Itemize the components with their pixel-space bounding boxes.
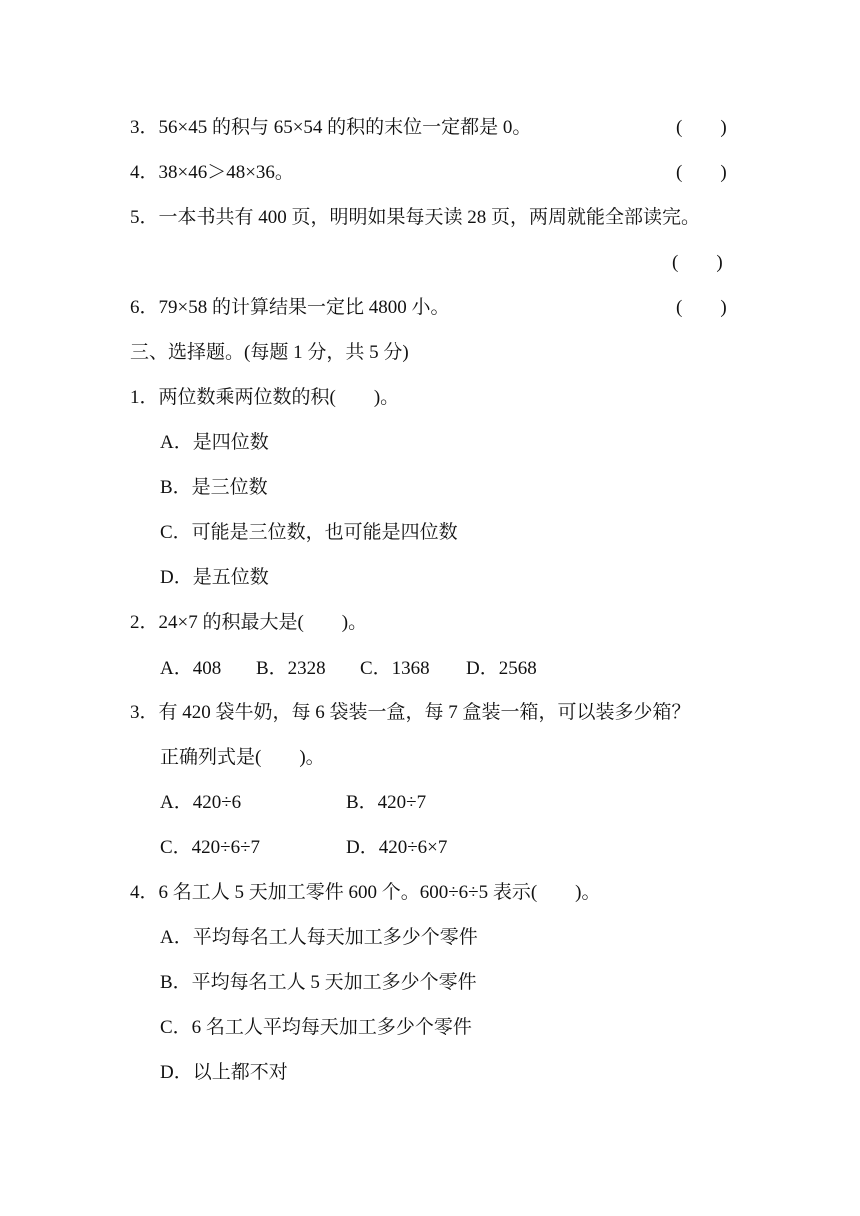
- q4-option-d[interactable]: D．以上都不对: [160, 1062, 288, 1083]
- answer-blank-4[interactable]: ( ): [676, 162, 727, 183]
- answer-blank-6[interactable]: ( ): [676, 297, 727, 318]
- choice-question-1: 1．两位数乘两位数的积( )。: [130, 387, 400, 408]
- q3-option-a[interactable]: A．420÷6: [160, 792, 242, 813]
- q2-option-d[interactable]: D．2568: [466, 658, 537, 679]
- q2-option-b[interactable]: B．2328: [256, 658, 326, 679]
- judge-question-4: 4．38×46＞48×36。: [130, 162, 294, 183]
- q1-option-b[interactable]: B．是三位数: [160, 477, 268, 498]
- choice-question-3-continued: 正确列式是( )。: [160, 747, 325, 768]
- judge-question-5: 5．一本书共有 400 页，明明如果每天读 28 页，两周就能全部读完。: [130, 207, 701, 228]
- q1-option-a[interactable]: A．是四位数: [160, 432, 269, 453]
- section-title: 三、选择题。(每题 1 分，共 5 分): [130, 342, 409, 363]
- q3-option-c[interactable]: C．420÷6÷7: [160, 837, 261, 858]
- choice-question-4: 4．6 名工人 5 天加工零件 600 个。600÷6÷5 表示( )。: [130, 882, 601, 903]
- judge-question-3: 3．56×45 的积与 65×54 的积的末位一定都是 0。: [130, 117, 532, 138]
- q3-option-d[interactable]: D．420÷6×7: [346, 837, 448, 858]
- q3-option-b[interactable]: B．420÷7: [346, 792, 427, 813]
- answer-blank-5[interactable]: ( ): [672, 252, 723, 273]
- answer-blank-3[interactable]: ( ): [676, 117, 727, 138]
- q1-option-d[interactable]: D．是五位数: [160, 567, 269, 588]
- q1-option-c[interactable]: C．可能是三位数，也可能是四位数: [160, 522, 458, 543]
- choice-question-3: 3．有 420 袋牛奶，每 6 袋装一盒，每 7 盒装一箱，可以装多少箱？: [130, 702, 691, 723]
- q4-option-a[interactable]: A．平均每名工人每天加工多少个零件: [160, 927, 478, 948]
- q4-option-c[interactable]: C．6 名工人平均每天加工多少个零件: [160, 1017, 472, 1038]
- q2-option-a[interactable]: A．408: [160, 658, 222, 679]
- q4-option-b[interactable]: B．平均每名工人 5 天加工多少个零件: [160, 972, 477, 993]
- q2-option-c[interactable]: C．1368: [360, 658, 430, 679]
- judge-question-6: 6．79×58 的计算结果一定比 4800 小。: [130, 297, 450, 318]
- choice-question-2: 2．24×7 的积最大是( )。: [130, 612, 368, 633]
